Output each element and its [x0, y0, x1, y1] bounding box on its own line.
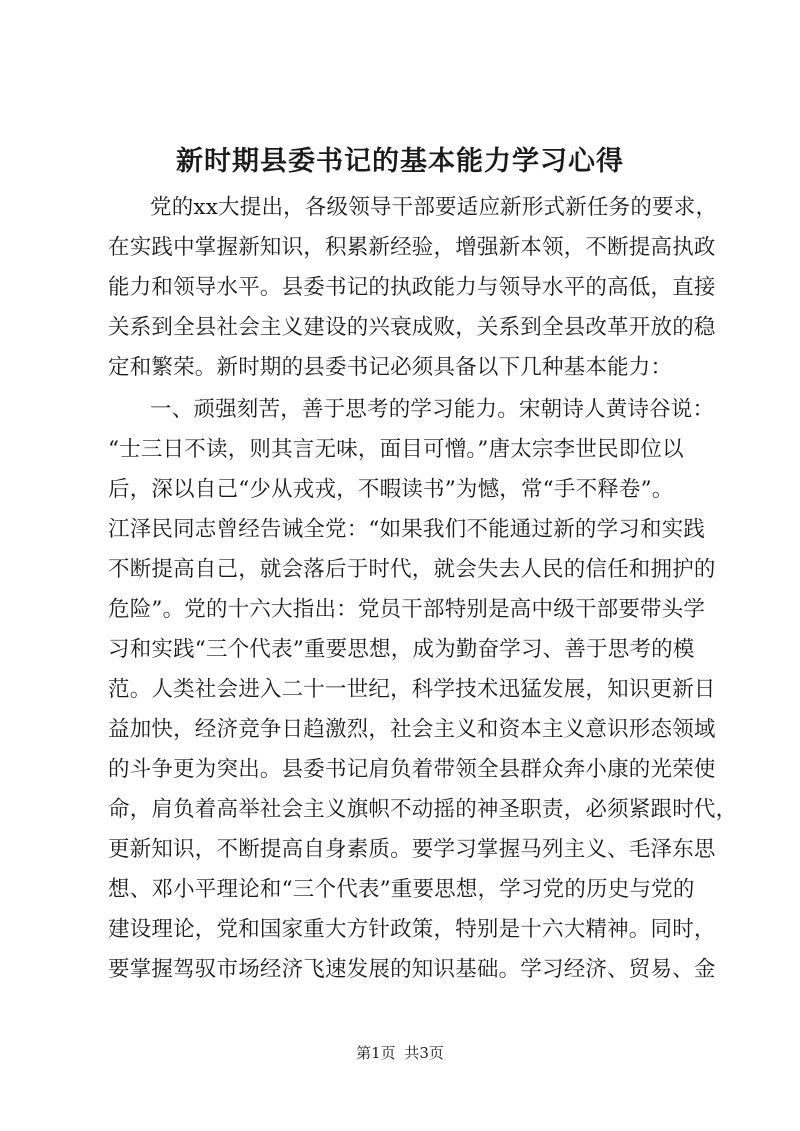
paragraph-line: 能力和领导水平。县委书记的执政能力与领导水平的高低，直接 [108, 275, 716, 300]
paragraph-line: 党的xx大提出，各级领导干部要适应新形式新任务的要求， [150, 195, 718, 220]
page-number: 第1页 [356, 1044, 396, 1062]
paragraph-line: 范。人类社会进入二十一世纪，科学技术迅猛发展，知识更新日 [108, 677, 716, 702]
page-footer [0, 1043, 800, 1063]
paragraph-line: 命，肩负着高举社会主义旗帜不动摇的神圣职责，必须紧跟时代， [108, 797, 738, 822]
paragraph-line: 在实践中掌握新知识，积累新经验，增强新本领，不断提高执政 [108, 235, 716, 260]
paragraph-line: 的斗争更为突出。县委书记肩负着带领全县群众奔小康的光荣使 [108, 757, 716, 782]
paragraph-line: “士三日不读，则其言无味，面目可憎。”唐太宗李世民即位以 [108, 437, 684, 462]
document-title: 新时期县委书记的基本能力学习心得 [176, 146, 624, 177]
paragraph-line: 关系到全县社会主义建设的兴衰成败，关系到全县改革开放的稳 [108, 315, 716, 340]
paragraph-line: 益加快，经济竞争日趋激烈，社会主义和资本主义意识形态领域 [108, 717, 716, 742]
paragraph-line: 更新知识，不断提高自身素质。要学习掌握马列主义、毛泽东思 [108, 837, 716, 862]
paragraph-line: 危险”。党的十六大指出：党员干部特别是高中级干部要带头学 [108, 597, 706, 622]
paragraph-line: 要掌握驾驭市场经济飞速发展的知识基础。学习经济、贸易、金 [108, 957, 716, 982]
page-total: 共3页 [404, 1044, 444, 1062]
paragraph-line: 定和繁荣。新时期的县委书记必须具备以下几种基本能力： [108, 355, 673, 380]
paragraph-line: 一、顽强刻苦，善于思考的学习能力。宋朝诗人黄诗谷说： [150, 397, 715, 422]
paragraph-line: 不断提高自己，就会落后于时代，就会失去人民的信任和拥护的 [108, 557, 716, 582]
paragraph-line: 建设理论，党和国家重大方针政策，特别是十六大精神。同时， [108, 917, 716, 942]
paragraph-line: 江泽民同志曾经告诫全党：“如果我们不能通过新的学习和实践 [108, 517, 706, 542]
paragraph-line: 习和实践“三个代表”重要思想，成为勤奋学习、善于思考的模 [108, 637, 695, 662]
paragraph-line: 想、邓小平理论和“三个代表”重要思想，学习党的历史与党的 [108, 877, 695, 902]
paragraph-line: 后，深以自己“少从戎戎，不暇读书”为憾，常“手不释卷”。 [108, 477, 674, 502]
